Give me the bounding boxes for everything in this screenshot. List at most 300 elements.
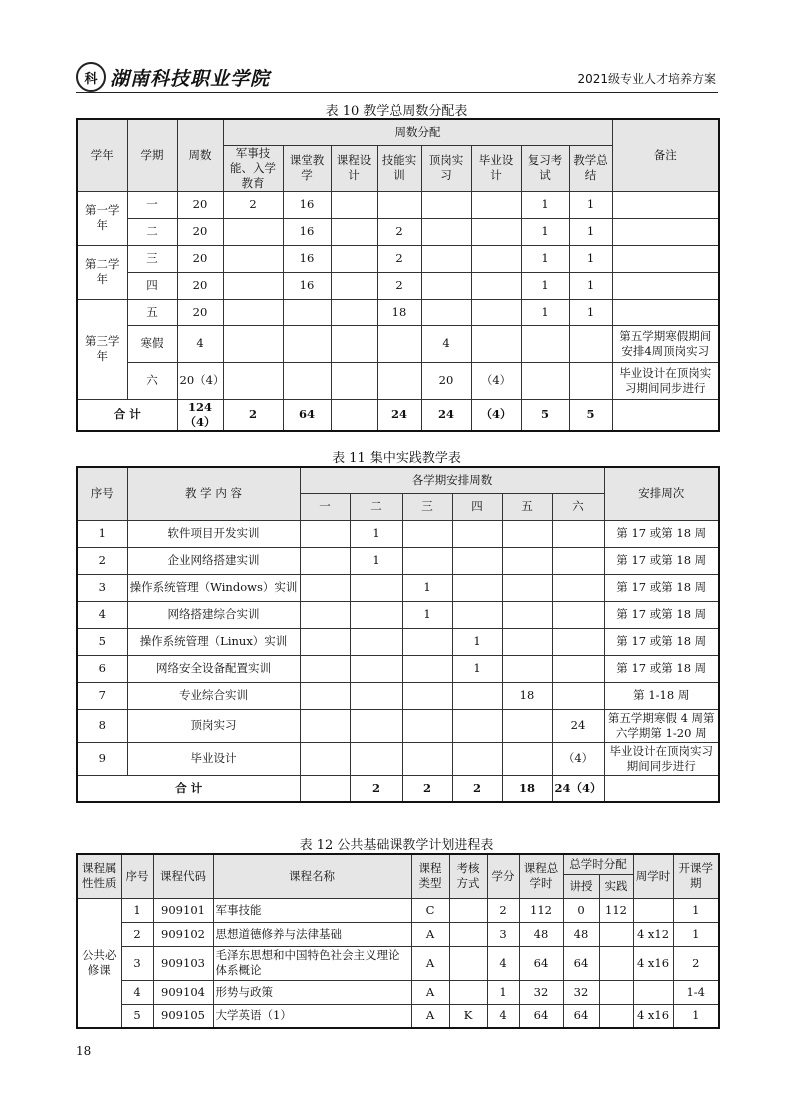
cell [452, 574, 502, 601]
cell [300, 682, 350, 709]
cell: 军事技能 [213, 898, 411, 922]
cell [502, 628, 552, 655]
cell: 毕业设计在顶岗实习期间同步进行 [604, 742, 719, 775]
table-row [77, 628, 719, 655]
cell [452, 709, 502, 742]
cell [331, 272, 377, 299]
cell: 4 x16 [633, 946, 673, 980]
total-row [77, 399, 719, 431]
cell [421, 299, 471, 325]
cell: 2 [377, 218, 421, 245]
cell [599, 946, 633, 980]
t12-h-dist: 总学时分配 [563, 854, 633, 874]
cell [452, 520, 502, 547]
cell: 操作系统管理（Windows）实训 [127, 574, 300, 601]
cell: 软件项目开发实训 [127, 520, 300, 547]
cell: 1 [350, 520, 402, 547]
cell: 1 [121, 898, 153, 922]
t12-h-no: 序号 [121, 854, 153, 898]
cell: 1 [77, 520, 127, 547]
cell [612, 299, 719, 325]
cell [612, 191, 719, 218]
cell: 24 [552, 709, 604, 742]
t10-h-dist: 周数分配 [223, 119, 612, 145]
cell [223, 325, 283, 362]
cell: 18 [502, 775, 552, 802]
t12-h-code: 课程代码 [153, 854, 213, 898]
cell: 48 [519, 922, 563, 946]
cell: （4） [552, 742, 604, 775]
cell [350, 628, 402, 655]
t12-h-credit: 学分 [487, 854, 519, 898]
cell: 1 [521, 299, 569, 325]
cell [552, 547, 604, 574]
cell: 思想道德修养与法律基础 [213, 922, 411, 946]
cell: 1 [569, 191, 612, 218]
year-cell: 第二学年 [77, 245, 127, 299]
cell: 3 [487, 922, 519, 946]
table-row [77, 272, 719, 299]
cell [552, 682, 604, 709]
cell [552, 601, 604, 628]
cell [552, 520, 604, 547]
cell: 16 [283, 272, 331, 299]
cell [300, 574, 350, 601]
t10-h-c3: 课程设计 [331, 145, 377, 191]
cell: 2 [377, 245, 421, 272]
cell: 一 [127, 191, 177, 218]
cell: 4 [77, 601, 127, 628]
cell: 第五学期寒假 4 周第六学期第 1-20 周 [604, 709, 719, 742]
table-row [77, 547, 719, 574]
cell [300, 775, 350, 802]
table10 [76, 118, 720, 432]
cell [471, 272, 521, 299]
cell [633, 980, 673, 1004]
cell: 20 [177, 245, 223, 272]
cell: 大学英语（1） [213, 1004, 411, 1028]
cell [552, 574, 604, 601]
cell: 64 [519, 946, 563, 980]
t12-h-lecture: 讲授 [563, 874, 599, 898]
cell [223, 272, 283, 299]
cell [300, 742, 350, 775]
cell: 2 [452, 775, 502, 802]
cell: 5 [121, 1004, 153, 1028]
cell [502, 547, 552, 574]
cell: 2 [350, 775, 402, 802]
cell: 32 [563, 980, 599, 1004]
t10-h-c6: 毕业设计 [471, 145, 521, 191]
t10-h-c4: 技能实训 [377, 145, 421, 191]
cell: 20 [177, 218, 223, 245]
cell [377, 191, 421, 218]
table-row [77, 520, 719, 547]
cell [300, 655, 350, 682]
cell: 2 [673, 946, 719, 980]
cell: 3 [121, 946, 153, 980]
cell [612, 245, 719, 272]
cell [552, 655, 604, 682]
cell: 9 [77, 742, 127, 775]
cell: 1 [521, 191, 569, 218]
table-row [77, 325, 719, 362]
cell: 1 [569, 272, 612, 299]
cell [283, 325, 331, 362]
table-row [77, 980, 719, 1004]
table-row [77, 362, 719, 399]
cell: 第 17 或第 18 周 [604, 574, 719, 601]
total-label: 合 计 [77, 775, 300, 802]
cell: 六 [127, 362, 177, 399]
cell [502, 520, 552, 547]
cell: 64 [519, 1004, 563, 1028]
cell: 16 [283, 191, 331, 218]
cell [471, 218, 521, 245]
cell: 第 17 或第 18 周 [604, 547, 719, 574]
cell [521, 362, 569, 399]
cell: 2 [121, 922, 153, 946]
t12-h-type: 课程类型 [411, 854, 449, 898]
cell: 三 [127, 245, 177, 272]
cell [599, 980, 633, 1004]
t12-h-practice: 实践 [599, 874, 633, 898]
t12-h-weekly: 周学时 [633, 854, 673, 898]
cell [502, 574, 552, 601]
cell: 二 [127, 218, 177, 245]
cell [377, 325, 421, 362]
table-row [77, 1004, 719, 1028]
school-name: 湖南科技职业学院 [110, 67, 271, 90]
cell: 五 [127, 299, 177, 325]
cell: 2 [223, 399, 283, 431]
table-row [77, 709, 719, 742]
t12-h-attr: 课程属性性质 [77, 854, 121, 898]
cell [449, 898, 487, 922]
cell: 1 [569, 299, 612, 325]
cell: 1 [521, 272, 569, 299]
cell: 909101 [153, 898, 213, 922]
cell [612, 272, 719, 299]
cell [449, 980, 487, 1004]
cell: 1 [673, 898, 719, 922]
cell: 24 [377, 399, 421, 431]
table11-caption: 表 11 集中实践教学表 [332, 451, 461, 466]
t11-h-term: 一 [300, 493, 350, 520]
cell [502, 709, 552, 742]
cell [402, 682, 452, 709]
cell: 124（4） [177, 399, 223, 431]
cell: 5 [569, 399, 612, 431]
table-row [77, 742, 719, 775]
cell: 16 [283, 218, 331, 245]
cell [421, 218, 471, 245]
t10-h-c7: 复习考试 [521, 145, 569, 191]
cell [612, 399, 719, 431]
cell: A [411, 980, 449, 1004]
table12 [76, 853, 720, 1029]
year-cell: 第三学年 [77, 299, 127, 399]
table-row [77, 218, 719, 245]
cell: （4） [471, 362, 521, 399]
cell: 909103 [153, 946, 213, 980]
cell [402, 742, 452, 775]
cell [502, 742, 552, 775]
cell: 网络搭建综合实训 [127, 601, 300, 628]
cell [331, 218, 377, 245]
t11-h-sched: 安排周次 [604, 467, 719, 520]
cell: 32 [519, 980, 563, 1004]
table-row [77, 682, 719, 709]
cell: 1 [673, 1004, 719, 1028]
cell: 1 [521, 218, 569, 245]
t11-h-term: 六 [552, 493, 604, 520]
cell: 1 [452, 655, 502, 682]
cell: 20（4） [177, 362, 223, 399]
cell: 2 [223, 191, 283, 218]
page-number: 18 [76, 1044, 92, 1058]
t11-h-no: 序号 [77, 467, 127, 520]
cell [300, 628, 350, 655]
cell: 2 [377, 272, 421, 299]
table-row [77, 601, 719, 628]
cell: 4 x16 [633, 1004, 673, 1028]
t10-h-term: 学期 [127, 119, 177, 191]
table-row [77, 574, 719, 601]
document-title: 2021级专业人才培养方案 [577, 72, 716, 86]
table-row [77, 191, 719, 218]
cell [283, 299, 331, 325]
cell [604, 775, 719, 802]
cell: 6 [77, 655, 127, 682]
cell [402, 628, 452, 655]
t11-h-content: 教 学 内 容 [127, 467, 300, 520]
cell [331, 362, 377, 399]
cell: 4 [487, 1004, 519, 1028]
cell [599, 1004, 633, 1028]
t12-h-term: 开课学期 [673, 854, 719, 898]
cell [471, 325, 521, 362]
cell: K [449, 1004, 487, 1028]
cell: 第 17 或第 18 周 [604, 601, 719, 628]
t11-h-term: 二 [350, 493, 402, 520]
cell: 2 [402, 775, 452, 802]
cell [449, 946, 487, 980]
cell: 4 [487, 946, 519, 980]
cell: 1 [521, 245, 569, 272]
t11-h-term: 三 [402, 493, 452, 520]
table-row [77, 245, 719, 272]
cell: 3 [77, 574, 127, 601]
cell: 5 [521, 399, 569, 431]
cell: 909102 [153, 922, 213, 946]
cell [331, 245, 377, 272]
cell [421, 245, 471, 272]
cell: 1 [350, 547, 402, 574]
cell: 第 1-18 周 [604, 682, 719, 709]
cell: 1 [402, 574, 452, 601]
cell: C [411, 898, 449, 922]
cell: 20 [177, 191, 223, 218]
table-row [77, 946, 719, 980]
cell [377, 362, 421, 399]
t10-h-remark: 备注 [612, 119, 719, 191]
cell: 第 17 或第 18 周 [604, 628, 719, 655]
cell [350, 601, 402, 628]
cell [331, 325, 377, 362]
table12-caption: 表 12 公共基础课教学计划进程表 [299, 838, 494, 853]
cell [402, 655, 452, 682]
cell: 8 [77, 709, 127, 742]
cell [300, 547, 350, 574]
t11-h-terms: 各学期安排周数 [300, 467, 604, 493]
cell: 48 [563, 922, 599, 946]
cell [502, 601, 552, 628]
cell: 第 17 或第 18 周 [604, 520, 719, 547]
cell [402, 520, 452, 547]
cell: 操作系统管理（Linux）实训 [127, 628, 300, 655]
t11-h-term: 五 [502, 493, 552, 520]
remark-cell: 第五学期寒假期间安排4周顶岗实习 [612, 325, 719, 362]
cell [569, 325, 612, 362]
school-logo [76, 62, 270, 92]
cell: 24（4） [552, 775, 604, 802]
cell: 909104 [153, 980, 213, 1004]
cell: 四 [127, 272, 177, 299]
table-row [77, 922, 719, 946]
total-label: 合 计 [77, 399, 177, 431]
cell: 网络安全设备配置实训 [127, 655, 300, 682]
cell [471, 191, 521, 218]
cell: 4 [121, 980, 153, 1004]
cell [331, 399, 377, 431]
cell: 4 [177, 325, 223, 362]
cell [223, 299, 283, 325]
cell [300, 601, 350, 628]
cell: 1 [402, 601, 452, 628]
cell: 企业网络搭建实训 [127, 547, 300, 574]
cell: 4 [421, 325, 471, 362]
cell [350, 742, 402, 775]
t10-h-c8: 教学总结 [569, 145, 612, 191]
cell [350, 682, 402, 709]
cell: 112 [599, 898, 633, 922]
cell [612, 218, 719, 245]
t10-h-c5: 顶岗实习 [421, 145, 471, 191]
cell [471, 299, 521, 325]
table10-caption: 表 10 教学总周数分配表 [325, 104, 468, 119]
cell: 1 [452, 628, 502, 655]
cell: 形势与政策 [213, 980, 411, 1004]
cell [331, 191, 377, 218]
group-cell: 公共必修课 [77, 898, 121, 1028]
cell: 1 [487, 980, 519, 1004]
cell: 18 [502, 682, 552, 709]
cell: 18 [377, 299, 421, 325]
cell: 专业综合实训 [127, 682, 300, 709]
cell [521, 325, 569, 362]
cell [402, 547, 452, 574]
cell: 24 [421, 399, 471, 431]
cell [471, 245, 521, 272]
cell [350, 574, 402, 601]
cell [300, 709, 350, 742]
cell [421, 191, 471, 218]
cell [223, 362, 283, 399]
cell [452, 682, 502, 709]
cell [350, 655, 402, 682]
cell [300, 520, 350, 547]
cell: A [411, 1004, 449, 1028]
cell: 20 [177, 272, 223, 299]
cell: 5 [77, 628, 127, 655]
cell [552, 628, 604, 655]
cell: 1 [673, 922, 719, 946]
cell [569, 362, 612, 399]
cell: 20 [421, 362, 471, 399]
cell: 毛泽东思想和中国特色社会主义理论体系概论 [213, 946, 411, 980]
cell: 1-4 [673, 980, 719, 1004]
cell: 寒假 [127, 325, 177, 362]
cell: 64 [563, 1004, 599, 1028]
cell [452, 547, 502, 574]
total-row [77, 775, 719, 802]
cell [223, 218, 283, 245]
cell: 1 [569, 245, 612, 272]
cell: 64 [563, 946, 599, 980]
page-header [76, 62, 718, 93]
cell [449, 922, 487, 946]
table-row [77, 655, 719, 682]
cell: 0 [563, 898, 599, 922]
cell: 1 [569, 218, 612, 245]
t12-h-name: 课程名称 [213, 854, 411, 898]
t12-h-total: 课程总学时 [519, 854, 563, 898]
cell [331, 299, 377, 325]
t10-h-weeks: 周数 [177, 119, 223, 191]
cell [502, 655, 552, 682]
cell: 2 [77, 547, 127, 574]
cell: A [411, 922, 449, 946]
cell [421, 272, 471, 299]
t12-h-exam: 考核方式 [449, 854, 487, 898]
t11-h-term: 四 [452, 493, 502, 520]
cell [452, 601, 502, 628]
seal-icon: 科 [76, 62, 106, 92]
cell: 毕业设计 [127, 742, 300, 775]
cell [283, 362, 331, 399]
cell [452, 742, 502, 775]
table11 [76, 466, 720, 803]
cell: （4） [471, 399, 521, 431]
cell: 112 [519, 898, 563, 922]
t10-h-c1: 军事技能、入学教育 [223, 145, 283, 191]
year-cell: 第一学年 [77, 191, 127, 245]
table-row [77, 898, 719, 922]
remark-cell: 毕业设计在顶岗实习期间同步进行 [612, 362, 719, 399]
cell [223, 245, 283, 272]
cell: 16 [283, 245, 331, 272]
cell [633, 898, 673, 922]
t10-h-c2: 课堂教学 [283, 145, 331, 191]
cell: 20 [177, 299, 223, 325]
table-row [77, 299, 719, 325]
cell: 第 17 或第 18 周 [604, 655, 719, 682]
cell: 4 x12 [633, 922, 673, 946]
cell [402, 709, 452, 742]
t10-h-year: 学年 [77, 119, 127, 191]
cell: 顶岗实习 [127, 709, 300, 742]
